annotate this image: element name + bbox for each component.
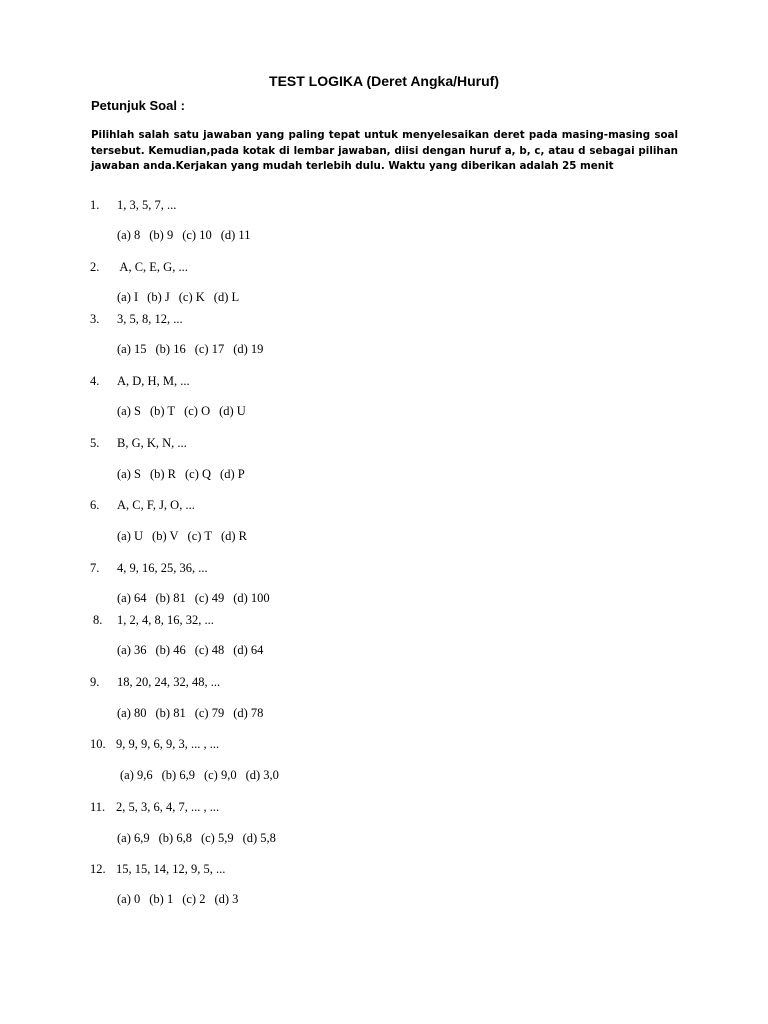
option-b: (b) J — [147, 290, 170, 304]
option-c: (c) T — [187, 529, 212, 543]
question-sequence: 1, 2, 4, 8, 16, 32, ... — [117, 613, 214, 627]
option-c: (c) 9,0 — [203, 768, 237, 782]
question-number: 11. — [90, 800, 106, 814]
question-number: 2. — [90, 260, 100, 274]
instructions-text: Pilihlah salah satu jawaban yang paling tepat untuk menyelesaikan deret pada masing-masing soal tersebut. Kemudian,pada kotak di lembar jawaban, diisi dengan huruf a, b, c, atau d sebagai pilihan jawaban anda.Kerjakan yang mudah terlebih dulu. Waktu yang diberikan adalah 25 menit — [91, 129, 678, 172]
question-8 — [93, 613, 214, 628]
question-6-options — [117, 529, 256, 544]
option-b: (b) T — [149, 404, 176, 418]
option-c: (c) 10 — [182, 228, 212, 242]
question-number: 9. — [90, 675, 100, 689]
question-8-options — [117, 643, 272, 658]
option-b: (b) 16 — [155, 342, 186, 356]
question-number: 1. — [90, 198, 100, 212]
question-sequence: 1, 3, 5, 7, ... — [117, 198, 177, 212]
question-4-options — [117, 404, 255, 419]
question-sequence: 4, 9, 16, 25, 36, ... — [117, 561, 208, 575]
option-a: (a) S — [117, 404, 141, 418]
option-d: (d) 64 — [233, 643, 264, 657]
option-d: (d) R — [220, 529, 248, 543]
question-7 — [90, 561, 208, 576]
option-c: (c) 79 — [194, 706, 225, 720]
question-10-options — [120, 768, 288, 783]
question-number: 12. — [90, 862, 106, 876]
option-a: (a) U — [117, 529, 144, 543]
question-2 — [90, 260, 188, 275]
question-number: 5. — [90, 436, 100, 450]
option-b: (b) 6,8 — [158, 831, 192, 845]
option-d: (d) 19 — [233, 342, 264, 356]
option-b: (b) R — [149, 467, 176, 481]
option-d: (d) U — [219, 404, 246, 418]
option-a: (a) 64 — [117, 591, 147, 605]
question-1 — [90, 198, 176, 213]
option-a: (a) 15 — [117, 342, 147, 356]
question-sequence: A, C, E, G, ... — [117, 260, 188, 274]
option-d: (d) 100 — [233, 591, 270, 605]
option-a: (a) 8 — [117, 228, 141, 242]
question-12 — [90, 862, 225, 877]
question-1-options — [117, 228, 259, 243]
option-c: (c) 49 — [194, 591, 225, 605]
option-a: (a) 36 — [117, 643, 147, 657]
question-number: 10. — [90, 737, 106, 751]
option-d: (d) 3,0 — [245, 768, 279, 782]
question-11 — [90, 800, 219, 815]
question-number: 3. — [90, 312, 100, 326]
option-a: (a) 9,6 — [120, 768, 153, 782]
option-b: (b) 81 — [155, 591, 186, 605]
question-number: 8. — [93, 613, 103, 627]
question-5 — [90, 436, 187, 451]
question-sequence: A, C, F, J, O, ... — [117, 498, 195, 512]
question-sequence: B, G, K, N, ... — [117, 436, 187, 450]
question-3 — [90, 312, 183, 327]
option-a: (a) 0 — [117, 892, 141, 906]
option-d: (d) P — [220, 467, 245, 481]
question-9-options — [117, 706, 272, 721]
question-5-options — [117, 467, 254, 482]
option-b: (b) 1 — [149, 892, 174, 906]
question-sequence: 15, 15, 14, 12, 9, 5, ... — [116, 862, 226, 876]
question-number: 7. — [90, 561, 100, 575]
question-7-options — [117, 591, 279, 606]
question-6 — [90, 498, 195, 513]
option-b: (b) 81 — [155, 706, 186, 720]
option-a: (a) 6,9 — [117, 831, 150, 845]
option-d: (d) L — [213, 290, 240, 304]
option-d: (d) 78 — [233, 706, 264, 720]
question-9 — [90, 675, 220, 690]
option-d: (d) 11 — [220, 228, 251, 242]
option-c: (c) 17 — [194, 342, 225, 356]
question-10 — [90, 737, 219, 752]
option-c: (c) K — [178, 290, 205, 304]
question-11-options — [117, 831, 285, 846]
option-b: (b) 46 — [155, 643, 186, 657]
option-a: (a) I — [117, 290, 139, 304]
question-number: 4. — [90, 374, 100, 388]
option-b: (b) V — [152, 529, 179, 543]
option-c: (c) 2 — [182, 892, 206, 906]
question-4 — [90, 374, 190, 389]
option-b: (b) 9 — [149, 228, 174, 242]
document-title: TEST LOGIKA (Deret Angka/Huruf) — [269, 73, 499, 89]
option-a: (a) S — [117, 467, 141, 481]
question-sequence: A, D, H, M, ... — [117, 374, 190, 388]
question-3-options — [117, 342, 272, 357]
option-b: (b) 6,9 — [161, 768, 195, 782]
option-a: (a) 80 — [117, 706, 147, 720]
question-sequence: 9, 9, 9, 6, 9, 3, ... , ... — [116, 737, 220, 751]
option-d: (d) 3 — [214, 892, 239, 906]
option-c: (c) 48 — [194, 643, 225, 657]
question-sequence: 3, 5, 8, 12, ... — [117, 312, 183, 326]
option-c: (c) O — [184, 404, 211, 418]
instructions-heading: Petunjuk Soal : — [91, 98, 185, 113]
option-c: (c) 5,9 — [200, 831, 234, 845]
question-2-options — [117, 290, 248, 305]
question-sequence: 18, 20, 24, 32, 48, ... — [117, 675, 221, 689]
option-c: (c) Q — [185, 467, 212, 481]
question-sequence: 2, 5, 3, 6, 4, 7, ... , ... — [116, 800, 220, 814]
option-d: (d) 5,8 — [242, 831, 276, 845]
question-12-options — [117, 892, 247, 907]
question-number: 6. — [90, 498, 100, 512]
